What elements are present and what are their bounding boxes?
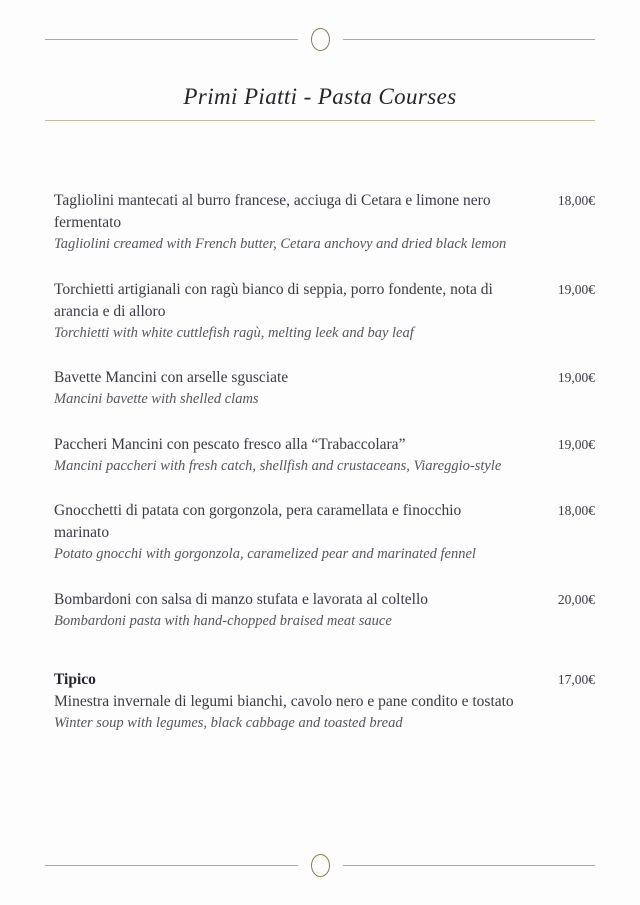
ornament-line-right: [343, 39, 596, 40]
menu-item-text: [54, 367, 533, 410]
menu-item-name: Minestra invernale di legumi bianchi, cavolo nero e pane condito e tostato: [54, 693, 514, 711]
menu-item-description: Winter soup with legumes, black cabbage and toasted bread: [54, 715, 403, 732]
circle-ornament-icon: [311, 28, 330, 51]
top-ornament-divider: [45, 22, 595, 56]
menu-item-description: Tagliolini creamed with French butter, Cetara anchovy and dried black lemon: [54, 236, 507, 252]
menu-item-description: Potato gnocchi with gorgonzola, caramelized pear and marinated fennel: [54, 546, 476, 563]
menu-item-text: [54, 434, 533, 477]
menu-item-name: Tagliolini mantecati al burro francese, acciuga di Cetara e limone nero fermentato: [54, 192, 491, 231]
menu-item-text: [54, 669, 533, 734]
bottom-ornament-divider: [45, 848, 595, 882]
menu-item: [54, 434, 595, 477]
ornament-line-left: [45, 39, 298, 40]
menu-item: [54, 500, 595, 565]
menu-item-description: Mancini paccheri with fresh catch, shellfish and crustaceans, Viareggio-style: [54, 457, 502, 474]
menu-item-text: [54, 500, 533, 565]
menu-item-price: 20,00€: [557, 591, 595, 607]
menu-item-name: Paccheri Mancini con pescato fresco alla “Trabaccolara”: [54, 435, 406, 453]
ornament-line-right: [343, 865, 596, 866]
menu-item-price: 17,00€: [557, 672, 595, 688]
menu-item-name: Bavette Mancini con arselle sgusciate: [54, 369, 289, 387]
menu-item-price: 19,00€: [557, 370, 595, 386]
menu-item-text: [54, 279, 533, 344]
menu-item-name: Bombardoni con salsa di manzo stufata e lavorata al coltello: [54, 590, 429, 608]
menu-item: [54, 190, 595, 255]
menu-item-tag: Tipico: [54, 671, 96, 689]
menu-item-name: Torchietti artigianali con ragù bianco di seppia, porro fondente, nota di arancia e di alloro: [54, 280, 493, 320]
menu-item-description: Mancini bavette with shelled clams: [54, 391, 259, 408]
menu-item: [54, 669, 595, 734]
menu-item: [54, 279, 595, 344]
menu-item-text: [54, 589, 533, 632]
page-title: Primi Piatti - Pasta Courses: [183, 84, 457, 109]
title-divider-rule: [45, 120, 595, 121]
menu-item-description: Torchietti with white cuttlefish ragù, melting leek and bay leaf: [54, 324, 414, 341]
menu-item-price: 19,00€: [557, 436, 595, 452]
menu-item-name: Gnocchetti di patata con gorgonzola, pera caramellata e finocchio marinato: [54, 502, 462, 542]
menu-item-text: [54, 190, 533, 255]
ornament-line-left: [45, 865, 298, 866]
circle-ornament-icon: [311, 854, 330, 877]
menu-item-price: 19,00€: [557, 281, 595, 297]
menu-item-description: Bombardoni pasta with hand-chopped braised meat sauce: [54, 612, 392, 629]
menu-item-price: 18,00€: [557, 503, 595, 519]
menu-item-price: 18,00€: [557, 193, 595, 208]
menu-item-list: [54, 190, 595, 758]
menu-item: [54, 589, 595, 632]
menu-item: [54, 367, 595, 410]
